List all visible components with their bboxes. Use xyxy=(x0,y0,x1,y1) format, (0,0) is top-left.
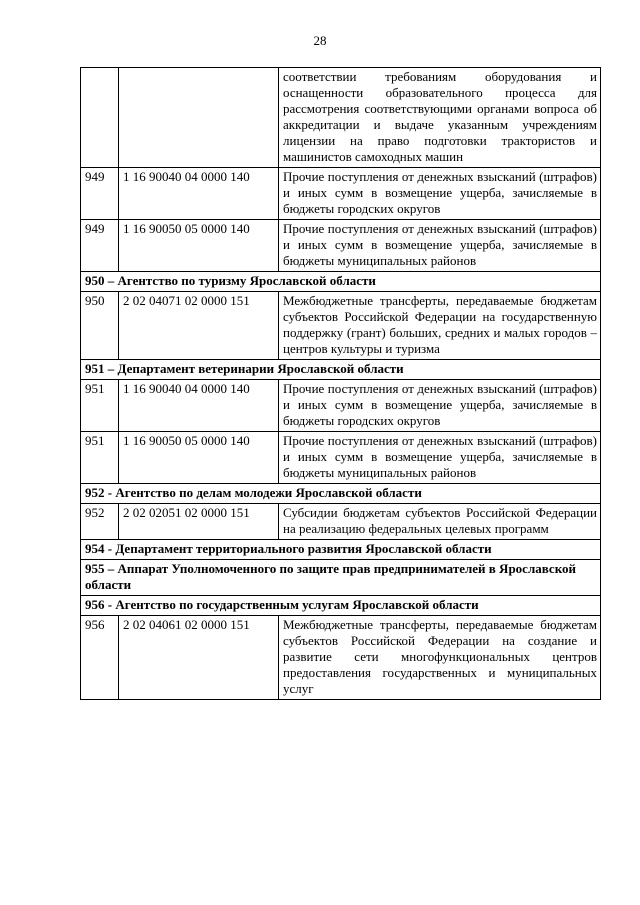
section-title: 950 – Агентство по туризму Ярославской области xyxy=(81,272,601,292)
table-row xyxy=(81,616,601,700)
budget-code-cell: 1 16 90040 04 0000 140 xyxy=(119,380,279,432)
section-title: 952 - Агентство по делам молодежи Ярославской области xyxy=(81,484,601,504)
budget-code-cell: 2 02 04071 02 0000 151 xyxy=(119,292,279,360)
budget-code-cell: 2 02 02051 02 0000 151 xyxy=(119,504,279,540)
section-header-row xyxy=(81,596,601,616)
table-row xyxy=(81,380,601,432)
admin-code-cell: 950 xyxy=(81,292,119,360)
admin-code-cell: 952 xyxy=(81,504,119,540)
admin-code-cell: 956 xyxy=(81,616,119,700)
section-header-row xyxy=(81,540,601,560)
section-title: 956 - Агентство по государственным услугам Ярославской области xyxy=(81,596,601,616)
table-row xyxy=(81,168,601,220)
admin-code-cell xyxy=(81,68,119,168)
page-number: 28 xyxy=(313,33,327,48)
budget-code-cell: 1 16 90050 05 0000 140 xyxy=(119,432,279,484)
table-row xyxy=(81,292,601,360)
admin-code-cell: 951 xyxy=(81,380,119,432)
income-description-cell: Прочие поступления от денежных взысканий (штрафов) и иных сумм в возмещение ущерба, зачисляемые в бюджеты городских округов xyxy=(279,168,601,220)
budget-code-cell: 1 16 90040 04 0000 140 xyxy=(119,168,279,220)
admin-code-cell: 951 xyxy=(81,432,119,484)
section-title: 954 - Департамент территориального развития Ярославской области xyxy=(81,540,601,560)
admin-code-cell: 949 xyxy=(81,168,119,220)
table-row xyxy=(81,220,601,272)
budget-code-cell xyxy=(119,68,279,168)
income-description-cell: Субсидии бюджетам субъектов Российской Федерации на реализацию федеральных целевых программ xyxy=(279,504,601,540)
income-description-cell: соответствии требованиям оборудования и оснащенности образовательного процесса для рассмотрения соответствующими органами вопроса об аккредитации и выдаче указанным учреждениям лицензии на право подготовки трактористов и машинистов самоходных машин xyxy=(279,68,601,168)
income-description-cell: Прочие поступления от денежных взысканий (штрафов) и иных сумм в возмещение ущерба, зачисляемые в бюджеты городских округов xyxy=(279,380,601,432)
budget-code-cell: 2 02 04061 02 0000 151 xyxy=(119,616,279,700)
section-header-row xyxy=(81,560,601,596)
budget-code-cell: 1 16 90050 05 0000 140 xyxy=(119,220,279,272)
table-body xyxy=(81,68,601,700)
income-description-cell: Межбюджетные трансферты, передаваемые бюджетам субъектов Российской Федерации на создание и развитие сети многофункциональных центров предоставления государственных и муниципальных услуг xyxy=(279,616,601,700)
revenue-codes-table xyxy=(80,67,601,700)
section-title: 951 – Департамент ветеринарии Ярославской области xyxy=(81,360,601,380)
income-description-cell: Прочие поступления от денежных взысканий (штрафов) и иных сумм в возмещение ущерба, зачисляемые в бюджеты муниципальных районов xyxy=(279,220,601,272)
section-header-row xyxy=(81,272,601,292)
section-title: 955 – Аппарат Уполномоченного по защите прав предпринимателей в Ярославской области xyxy=(81,560,601,596)
income-description-cell: Прочие поступления от денежных взысканий (штрафов) и иных сумм в возмещение ущерба, зачисляемые в бюджеты муниципальных районов xyxy=(279,432,601,484)
section-header-row xyxy=(81,360,601,380)
table-row xyxy=(81,432,601,484)
income-description-cell: Межбюджетные трансферты, передаваемые бюджетам субъектов Российской Федерации на государственную поддержку (грант) больших, средних и малых городов – центров культуры и туризма xyxy=(279,292,601,360)
table-row xyxy=(81,504,601,540)
table-row xyxy=(81,68,601,168)
section-header-row xyxy=(81,484,601,504)
admin-code-cell: 949 xyxy=(81,220,119,272)
